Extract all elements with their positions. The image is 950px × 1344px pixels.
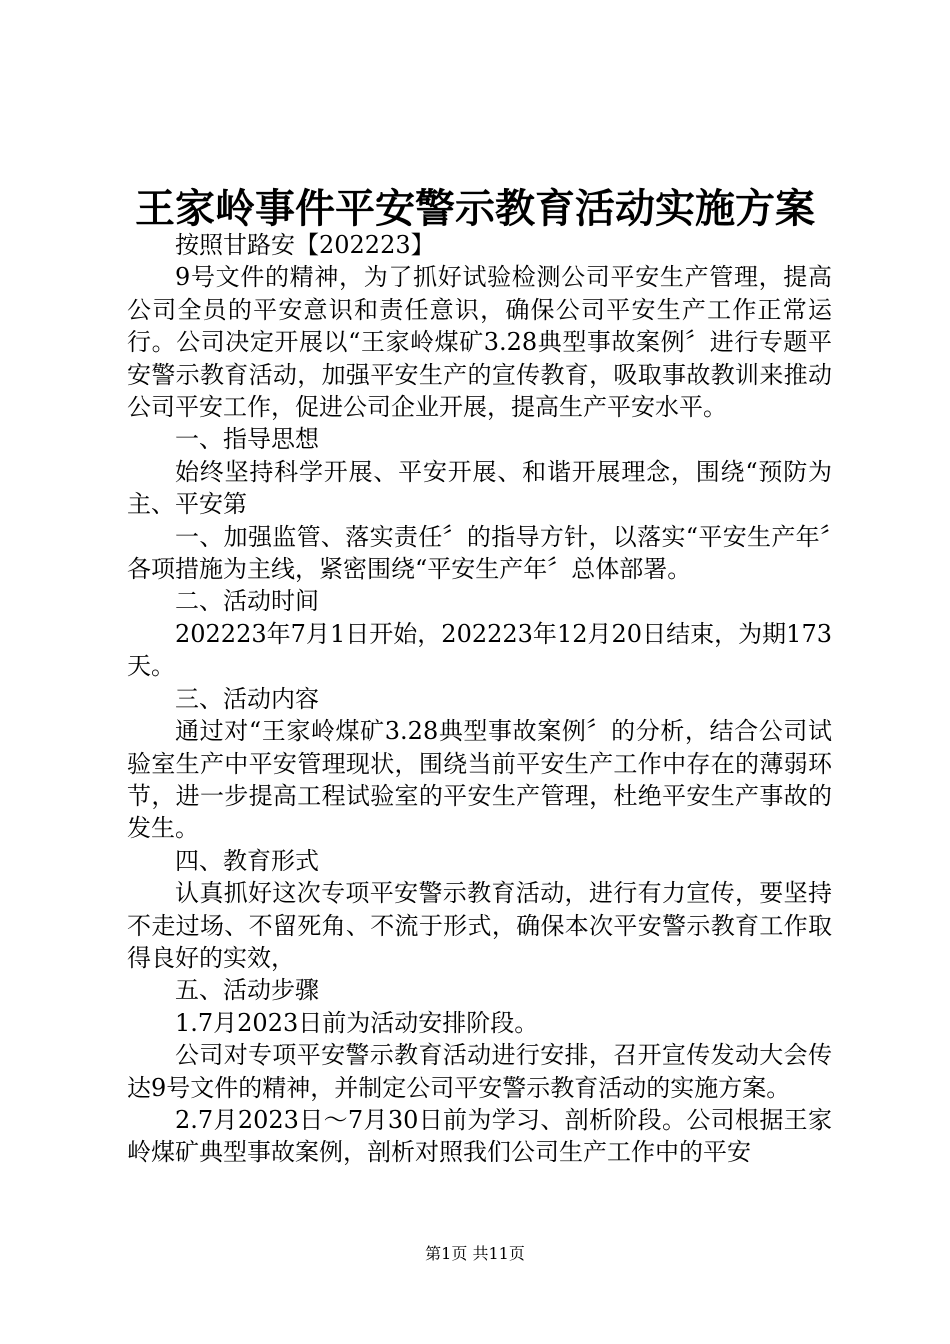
section-heading: 一、指导思想 [175, 425, 319, 454]
paragraph: 一、加强监管、落实责任〞的指导方针，以落实“平安生产年〞各项措施为主线，紧密围绕“平安生产年〞总体部署。 [127, 522, 832, 584]
paragraph: 始终坚持科学开展、平安开展、和谐开展理念，围绕“预防为主、平安第 [127, 457, 832, 519]
paragraph: 2.7月2023日～7月30日前为学习、剖析阶段。公司根据王家岭煤矿典型事故案例，剖析对照我们公司生产工作中的平安 [127, 1105, 832, 1167]
page-footer [0, 1243, 950, 1265]
paragraph: 认真抓好这次专项平安警示教育活动，进行有力宣传，要坚持不走过场、不留死角、不流于形式，确保本次平安警示教育工作取得良好的实效， [127, 879, 832, 972]
section-heading: 四、教育形式 [175, 846, 319, 875]
paragraph: 公司对专项平安警示教育活动进行安排，召开宣传发动大会传达9号文件的精神，并制定公司平安警示教育活动的实施方案。 [127, 1041, 832, 1102]
paragraph: 通过对“王家岭煤矿3.28典型事故案例〞的分析，结合公司试验室生产中平安管理现状，围绕当前平安生产工作中存在的薄弱环节，进一步提高工程试验室的平安生产管理，杜绝平安生产事故的发生。 [127, 717, 832, 843]
section-heading: 二、活动时间 [175, 587, 319, 616]
paragraph: 202223年7月1日开始，202223年12月20日结束，为期173天。 [127, 619, 832, 681]
page-total: 共11页 [472, 1244, 525, 1263]
paragraph: 9号文件的精神，为了抓好试验检测公司平安生产管理，提高公司全员的平安意识和责任意识，确保公司平安生产工作正常运行。公司决定开展以“王家岭煤矿3.28典型事故案例〞进行专题平安警示教育活动，加强平安生产的宣传教育，吸取事故教训来推动公司平安工作，促进公司企业开展，提高生产平安水平。 [127, 263, 832, 422]
page-number: 第1页 [425, 1244, 468, 1263]
section-heading: 五、活动步骤 [175, 976, 319, 1005]
paragraph: 1.7月2023日前为活动安排阶段。 [175, 1008, 539, 1037]
document-body [127, 229, 832, 1169]
document-title: 王家岭事件平安警示教育活动实施方案 [135, 185, 815, 232]
paragraph: 按照甘路安【202223】 [175, 231, 435, 259]
section-heading: 三、活动内容 [175, 684, 319, 713]
